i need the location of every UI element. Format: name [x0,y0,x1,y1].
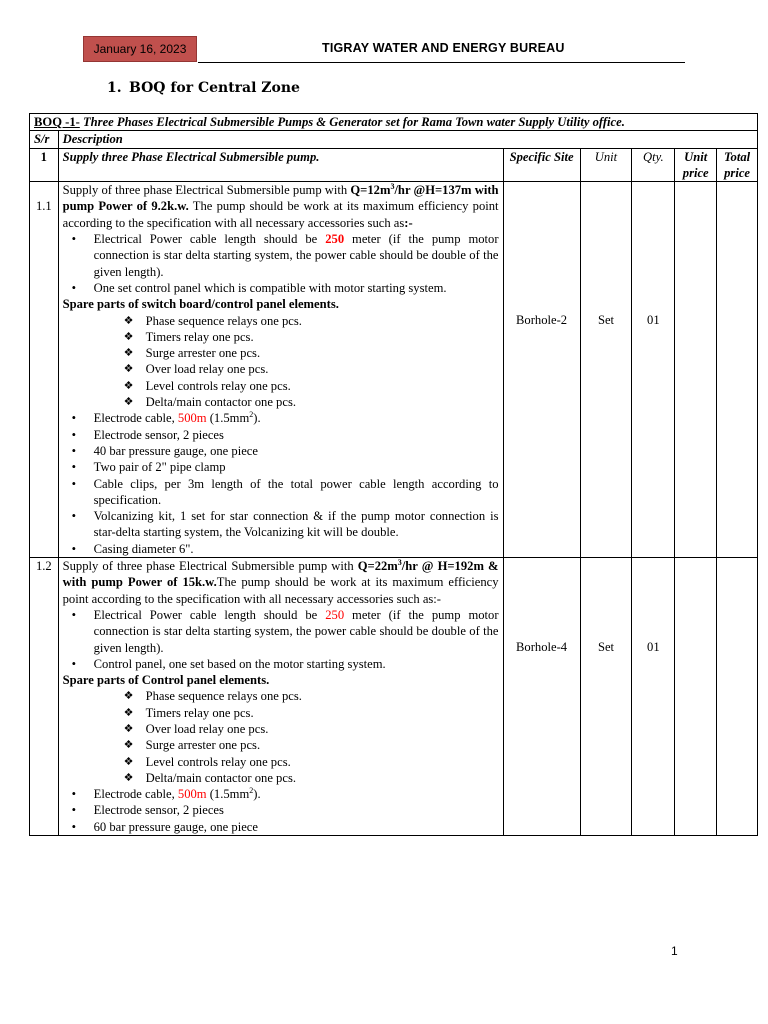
list-item: ❖ Timers relay one pcs. [146,329,499,345]
list-item: ❖ Delta/main contactor one pcs. [146,770,499,786]
list-item: • Electrode cable, 500m $(1.5mm^2)$. [94,410,499,426]
list-item: • Control panel, one set based on the motor starting system. [94,656,499,672]
list-item: • 40 bar pressure gauge, one piece [94,443,499,459]
list-item: • Electrical Power cable length should be 250 meter (if the pump motor connection is star delta starting system, the power cable should be double of the given length). [94,607,499,656]
section-title: BOQ for Central Zone [129,80,300,96]
item-total-price [717,558,758,836]
list-item: • One set control panel which is compatible with motor starting system. [94,280,499,296]
item-qty: 01 [632,182,675,558]
header-rule [198,62,685,63]
list-item: ❖ Delta/main contactor one pcs. [146,394,499,410]
page-number: 1 [671,944,678,958]
list-item: ❖ Level controls relay one pcs. [146,378,499,394]
item-sr: 1.1 [30,182,59,558]
list-item: • 60 bar pressure gauge, one piece [94,819,499,835]
item-unit-price [675,558,717,836]
col-header-site: Specific Site [503,148,580,182]
boq-title: Three Phases Electrical Submersible Pumps & Generator set for Rama Town water Supply Utility office. [79,115,625,129]
list-item: • Electrode cable, 500m $(1.5mm^2)$. [94,786,499,802]
col-header-qty: Qty. [632,148,675,182]
list-item: ❖ Over load relay one pcs. [146,721,499,737]
boq-table [29,113,758,836]
item-sr: 1.2 [30,558,59,836]
list-item: ❖ Surge arrester one pcs. [146,345,499,361]
item-description [58,182,503,558]
list-item: • Electrical Power cable length should be 250 meter (if the pump motor connection is star delta starting system, the power cable should be double of the given length). [94,231,499,280]
table-row [30,182,758,558]
spares-list [63,313,499,411]
list-item: • Volcanizing kit, 1 set for star connection & if the pump motor connection is star-delta starting system, the Volcanizing kit will be double. [94,508,499,541]
list-item: • Casing diameter 6". [94,541,499,557]
spares-list [63,688,499,786]
boq-title-row [30,114,758,131]
item-intro: Supply of three phase Electrical Submersible pump with $Q=12m^3/hr$ @H=137m with pump Power of 9.2k.w. The pump should be work at its maximum efficiency point according to the specification with all necessary accessories such as:- [62,182,499,230]
item-unit-price [675,182,717,558]
spare-heading: Spare parts of Control panel elements. [62,673,270,688]
organization-name: TIGRAY WATER AND ENERGY BUREAU [322,41,565,55]
list-item: ❖ Timers relay one pcs. [146,705,499,721]
spare-heading: Spare parts of switch board/control panel elements. [62,297,339,312]
group-number: 1 [30,148,59,182]
col-header-total-price: Total price [717,148,758,182]
item-unit: Set [580,182,632,558]
header-row-1 [30,131,758,148]
table-row [30,558,758,836]
section-number: 1. [107,80,122,96]
group-title: Supply three Phase Electrical Submersible pump. [58,148,503,182]
date-badge: January 16, 2023 [83,36,197,62]
list-item: • Electrode sensor, 2 pieces [94,802,499,818]
section-heading [107,80,300,96]
list-item: ❖ Phase sequence relays one pcs. [146,688,499,704]
list-item: ❖ Over load relay one pcs. [146,361,499,377]
item-site: Borhole-4 [503,558,580,836]
boq-label: BOQ -1- [34,115,80,129]
list-item: • Cable clips, per 3m length of the total power cable length according to specification. [94,476,499,509]
list-item: • Two pair of 2" pipe clamp [94,459,499,475]
list-item: ❖ Level controls relay one pcs. [146,754,499,770]
item-site: Borhole-2 [503,182,580,558]
header-row-2 [30,148,758,182]
col-header-description: Description [58,131,757,148]
list-item: ❖ Surge arrester one pcs. [146,737,499,753]
boq-title-cell [30,114,758,131]
col-header-unit-price: Unit price [675,148,717,182]
list-item: ❖ Phase sequence relays one pcs. [146,313,499,329]
item-intro: Supply of three phase Electrical Submersible pump with $Q=22m^3/hr$ @ H=192m & with pump Power of 15k.w.The pump should be work at its maximum efficiency point according to the specification with all necessary accessories such as:- [62,557,499,606]
item-total-price [717,182,758,558]
item-unit: Set [580,558,632,836]
col-header-sr: S/r [30,131,59,148]
item-description [58,558,503,836]
item-qty: 01 [632,558,675,836]
list-item: • Electrode sensor, 2 pieces [94,427,499,443]
col-header-unit: Unit [580,148,632,182]
